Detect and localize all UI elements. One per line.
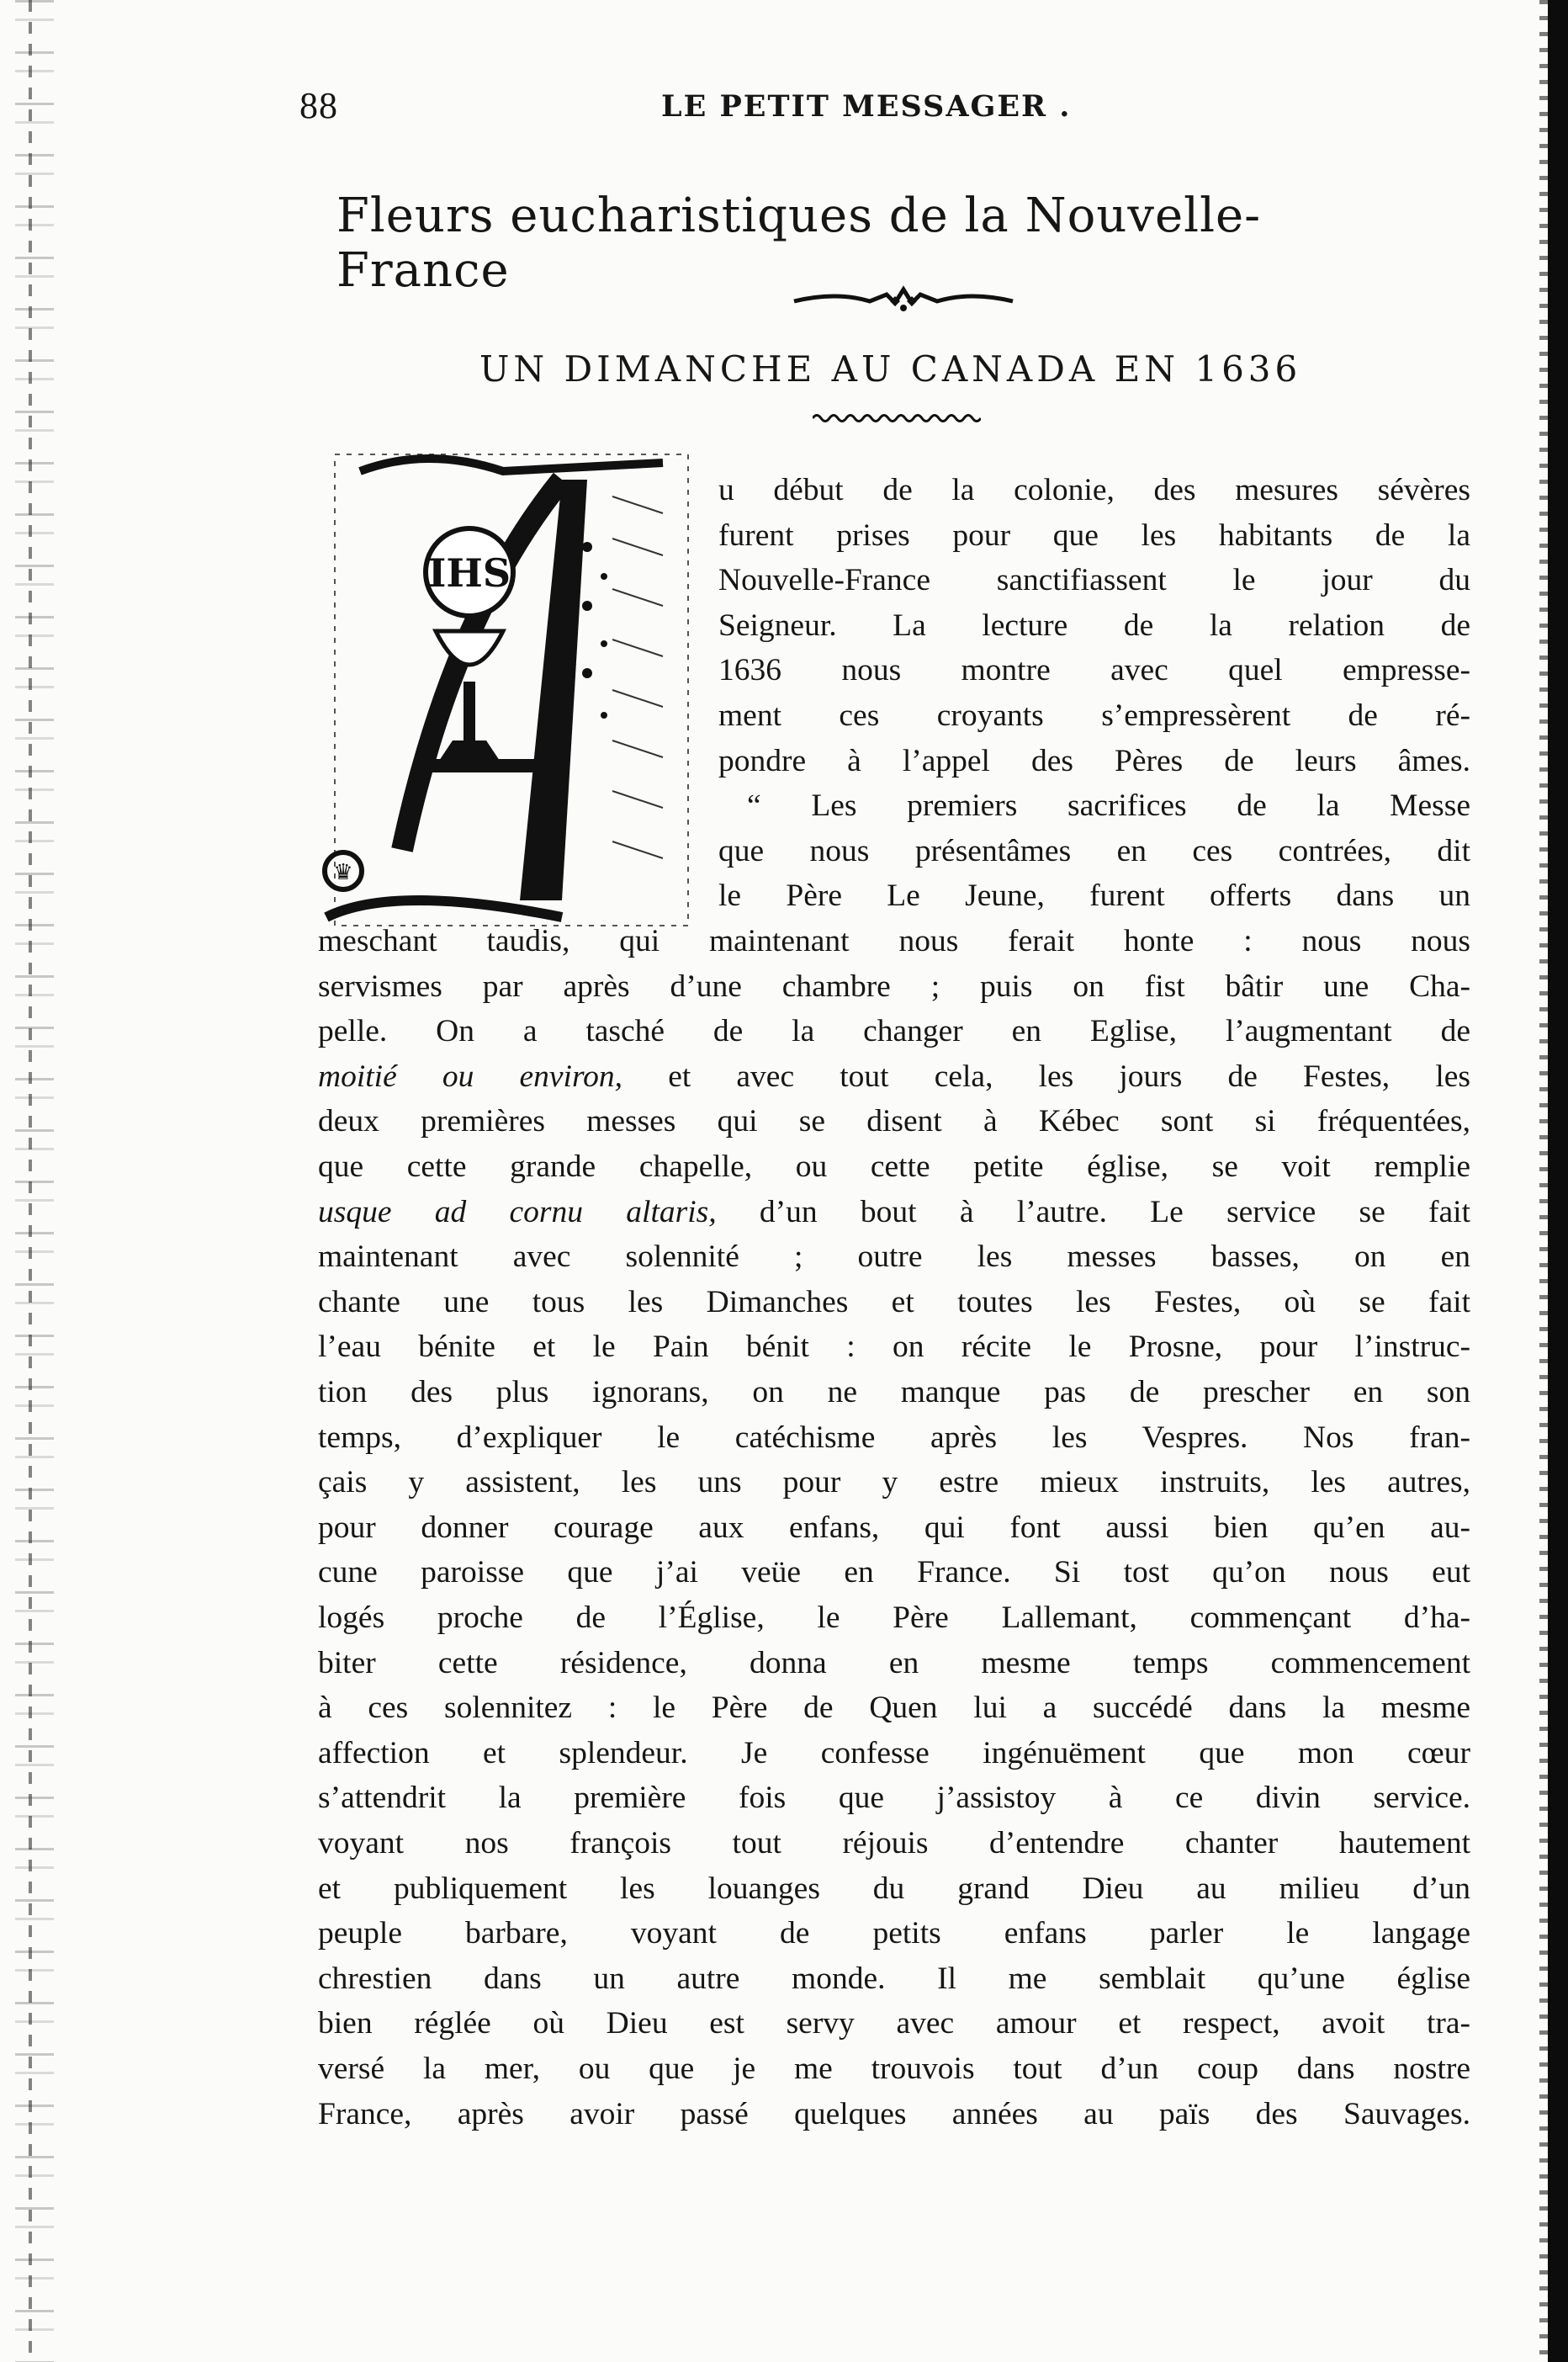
scan-left-margin-artifact <box>15 0 54 2362</box>
text-line: pour donner courage aux enfans, qui font aussi bien qu’en au- <box>318 1510 1470 1545</box>
text-line: et publiquement les louanges du grand Dieu au milieu d’un <box>318 1871 1470 1906</box>
text-line: pondre à l’appel des Pères de leurs âmes. <box>718 743 1470 778</box>
text-line: 1636 nous montre avec quel empresse- <box>718 653 1470 688</box>
text-line-italic-mixed <box>318 1054 1470 1100</box>
text-line: biter cette résidence, donna en mesme temps commencement <box>318 1645 1470 1680</box>
latin-quote: usque ad cornu altaris, <box>318 1194 717 1229</box>
text-line: ment ces croyants s’empressèrent de ré- <box>718 698 1470 733</box>
text-line-italic-mixed <box>318 1190 1470 1235</box>
illuminated-dropcap-icon <box>310 446 705 934</box>
scan-right-edge <box>1548 0 1568 2362</box>
text-line: tion des plus ignorans, on ne manque pas de prescher en son <box>318 1375 1470 1409</box>
text-line: que cette grande chapelle, ou cette petite église, se voit remplie <box>318 1149 1470 1184</box>
svg-text:♛: ♛ <box>333 860 353 885</box>
scan-binding-line <box>29 0 32 2362</box>
text-line: “ Les premiers sacrifices de la Messe <box>747 788 1470 824</box>
text-line: chrestien dans un autre monde. Il me semblait qu’une église <box>318 1961 1470 1996</box>
running-title: LE PETIT MESSAGER . <box>661 89 1072 124</box>
text-line: voyant nos françois tout réjouis d’entendre chanter hautement <box>318 1826 1470 1860</box>
text-fragment: d’un bout à l’autre. Le service se fait <box>716 1194 1470 1229</box>
text-line: furent prises pour que les habitants de la <box>718 518 1470 553</box>
text-line: versé la mer, ou que je me trouvois tout d’un coup dans nostre <box>318 2051 1470 2086</box>
text-line: chante une tous les Dimanches et toutes les Festes, où se fait <box>318 1284 1470 1319</box>
subtitle-wavy-rule <box>813 411 981 426</box>
text-line: l’eau bénite et le Pain bénit : on récite le Prosne, pour l’instruc- <box>318 1330 1470 1365</box>
text-line: Seigneur. La lecture de la relation de <box>718 608 1470 643</box>
text-line: deux premières messes qui se disent à Kébec sont si fréquentées, <box>318 1104 1470 1139</box>
text-line: çais y assistent, les uns pour y estre mieux instruits, les autres, <box>318 1465 1470 1500</box>
text-line: cune paroisse que j’ai veüe en France. Si tost qu’on nous eut <box>318 1555 1470 1590</box>
text-line-last: France, après avoir passé quelques années au païs des Sauvages. <box>318 2096 1470 2131</box>
text-line: maintenant avec solennité ; outre les messes basses, on en <box>318 1239 1470 1275</box>
text-line: peuple barbare, voyant de petits enfans parler le langage <box>318 1916 1470 1951</box>
text-line: le Père Le Jeune, furent offerts dans un <box>718 878 1470 914</box>
article-title: Fleurs eucharistiques de la Nouvelle-France <box>336 188 1262 298</box>
running-header <box>299 84 1418 135</box>
text-line: Nouvelle-France sanctifiassent le jour du <box>718 563 1470 598</box>
italic-phrase: moitié ou environ, <box>318 1059 623 1094</box>
text-line: s’attendrit la première fois que j’assistoy à ce divin service. <box>318 1781 1470 1816</box>
title-ornament-icon <box>786 283 1021 316</box>
text-line: bien réglée où Dieu est servy avec amour et respect, avoit tra- <box>318 2006 1470 2041</box>
text-line: affection et splendeur. Je confesse ingénuëment que mon cœur <box>318 1735 1470 1770</box>
text-line: temps, d’expliquer le catéchisme après les Vespres. Nos fran- <box>318 1420 1470 1455</box>
text-line: servismes par après d’une chambre ; puis on fist bâtir une Cha- <box>318 969 1470 1004</box>
article-subtitle: UN DIMANCHE AU CANADA EN 1636 <box>479 348 1302 390</box>
text-line: meschant taudis, qui maintenant nous ferait honte : nous nous <box>318 924 1470 958</box>
text-line: que nous présentâmes en ces contrées, dit <box>718 833 1470 868</box>
page-number: 88 <box>299 85 338 126</box>
text-line: logés proche de l’Église, le Père Lallemant, commençant d’ha- <box>318 1600 1470 1635</box>
scan-right-fray <box>1539 0 1548 2362</box>
text-line: pelle. On a tasché de la changer en Eglise, l’augmentant de <box>318 1014 1470 1049</box>
text-line: à ces solennitez : le Père de Quen lui a succédé dans la mesme <box>318 1691 1470 1726</box>
text-line: u début de la colonie, des mesures sévères <box>718 473 1470 507</box>
svg-text:IHS: IHS <box>427 550 511 596</box>
text-fragment: et avec tout cela, les jours de Festes, les <box>622 1059 1470 1094</box>
